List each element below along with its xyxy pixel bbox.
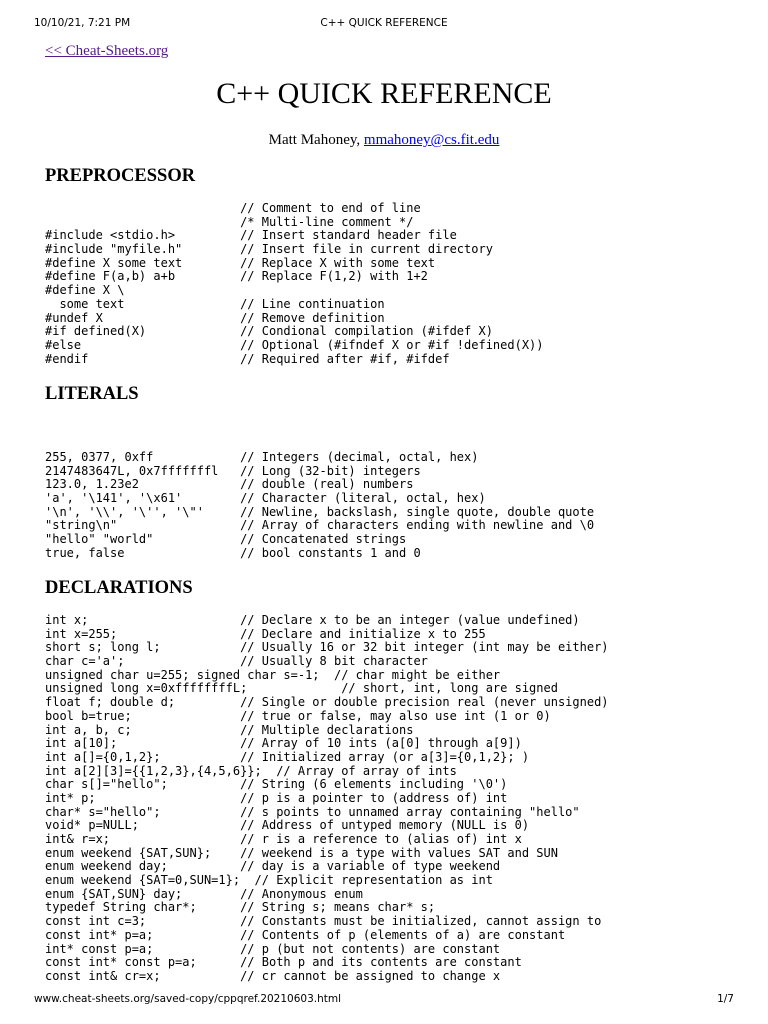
code-line: "hello" "world" // Concatenated strings (45, 532, 407, 547)
page-title: C++ QUICK REFERENCE (216, 77, 552, 110)
code-block-declarations (45, 614, 609, 984)
code-line: int x=255; // Declare and initialize x to 255 (45, 626, 486, 641)
code-line: enum weekend {SAT,SUN}; // weekend is a type with values SAT and SUN (45, 845, 558, 860)
code-line: #undef X // Remove definition (45, 310, 385, 325)
code-line: unsigned char u=255; signed char s=-1; // char might be either (45, 667, 501, 682)
code-line: const int c=3; // Constants must be initialized, cannot assign to (45, 914, 602, 929)
code-line: 123.0, 1.23e2 // double (real) numbers (45, 477, 414, 492)
code-line: true, false // bool constants 1 and 0 (45, 545, 421, 560)
author-email-link[interactable]: mmahoney@cs.fit.edu (363, 132, 500, 148)
code-line: // Comment to end of line (45, 201, 421, 215)
code-line: 'a', '\141', '\x61' // Character (literal, octal, hex) (45, 491, 486, 506)
code-line: #else // Optional (#ifndef X or #if !defined(X)) (45, 337, 544, 352)
code-block-literals (45, 451, 594, 561)
code-line: enum weekend {SAT=0,SUN=1}; // Explicit representation as int (45, 873, 493, 888)
code-line: #define X \ (45, 283, 125, 298)
section-heading-declarations: DECLARATIONS (45, 578, 193, 598)
print-page-number: 1/7 (717, 993, 734, 1005)
code-line: int a[10]; // Array of 10 ints (a[0] through a[9]) (45, 736, 522, 751)
code-line: int a[2][3]={{1,2,3},{4,5,6}}; // Array of array of ints (45, 763, 457, 778)
section-heading-preprocessor: PREPROCESSOR (45, 166, 196, 186)
code-line: const int& cr=x; // cr cannot be assigned to change x (45, 968, 501, 983)
code-line: #include <stdio.h> // Insert standard header file (45, 228, 457, 243)
code-line: #endif // Required after #if, #ifdef (45, 351, 450, 366)
code-line: int* p; // p is a pointer to (address of) int (45, 790, 508, 805)
code-line: unsigned long x=0xffffffffL; // short, int, long are signed (45, 681, 558, 696)
author-name: Matt Mahoney, (268, 132, 361, 148)
code-line: char s[]="hello"; // String (6 elements including '\0') (45, 777, 508, 792)
code-line: int* const p=a; // p (but not contents) are constant (45, 941, 501, 956)
print-url: www.cheat-sheets.org/saved-copy/cppqref.20210603.html (34, 993, 342, 1005)
code-line: float f; double d; // Single or double precision real (never unsigned) (45, 695, 609, 710)
back-to-cheat-sheets-link[interactable]: << Cheat-Sheets.org (45, 43, 169, 59)
code-line: const int* p=a; // Contents of p (elements of a) are constant (45, 927, 566, 942)
code-block-preprocessor (45, 202, 544, 366)
code-line: '\n', '\\', '\'', '\"' // Newline, backslash, single quote, double quote (45, 504, 595, 519)
code-line: short s; long l; // Usually 16 or 32 bit integer (int may be either) (45, 640, 609, 655)
code-line: void* p=NULL; // Address of untyped memory (NULL is 0) (45, 818, 530, 833)
code-line: char c='a'; // Usually 8 bit character (45, 654, 428, 669)
code-line: int x; // Declare x to be an integer (value undefined) (45, 613, 580, 627)
code-line: char* s="hello"; // s points to unnamed array containing "hello" (45, 804, 580, 819)
code-line: #define F(a,b) a+b // Replace F(1,2) with 1+2 (45, 269, 428, 284)
section-heading-literals: LITERALS (45, 384, 139, 404)
print-datetime: 10/10/21, 7:21 PM (34, 17, 131, 29)
code-line: #if defined(X) // Condional compilation (#ifdef X) (45, 324, 493, 339)
code-line: enum {SAT,SUN} day; // Anonymous enum (45, 886, 363, 901)
code-line: 2147483647L, 0x7fffffffl // Long (32-bit) integers (45, 463, 421, 478)
code-line: int& r=x; // r is a reference to (alias of) int x (45, 832, 522, 846)
code-line: #include "myfile.h" // Insert file in current directory (45, 242, 493, 257)
code-line: bool b=true; // true or false, may also use int (1 or 0) (45, 708, 551, 723)
code-line: enum weekend day; // day is a variable of type weekend (45, 859, 501, 874)
code-line: int a[]={0,1,2}; // Initialized array (or a[3]={0,1,2}; ) (45, 749, 530, 764)
code-line: "string\n" // Array of characters ending with newline and \0 (45, 518, 595, 533)
code-line: 255, 0377, 0xff // Integers (decimal, octal, hex) (45, 450, 479, 464)
author-line (0, 131, 768, 149)
code-line: /* Multi-line comment */ (45, 214, 414, 229)
code-line: typedef String char*; // String s; means char* s; (45, 900, 436, 915)
code-line: #define X some text // Replace X with some text (45, 255, 436, 270)
print-page-title: C++ QUICK REFERENCE (320, 17, 448, 29)
code-line: some text // Line continuation (45, 296, 385, 311)
code-line: const int* const p=a; // Both p and its contents are constant (45, 955, 522, 970)
code-line: int a, b, c; // Multiple declarations (45, 722, 414, 737)
